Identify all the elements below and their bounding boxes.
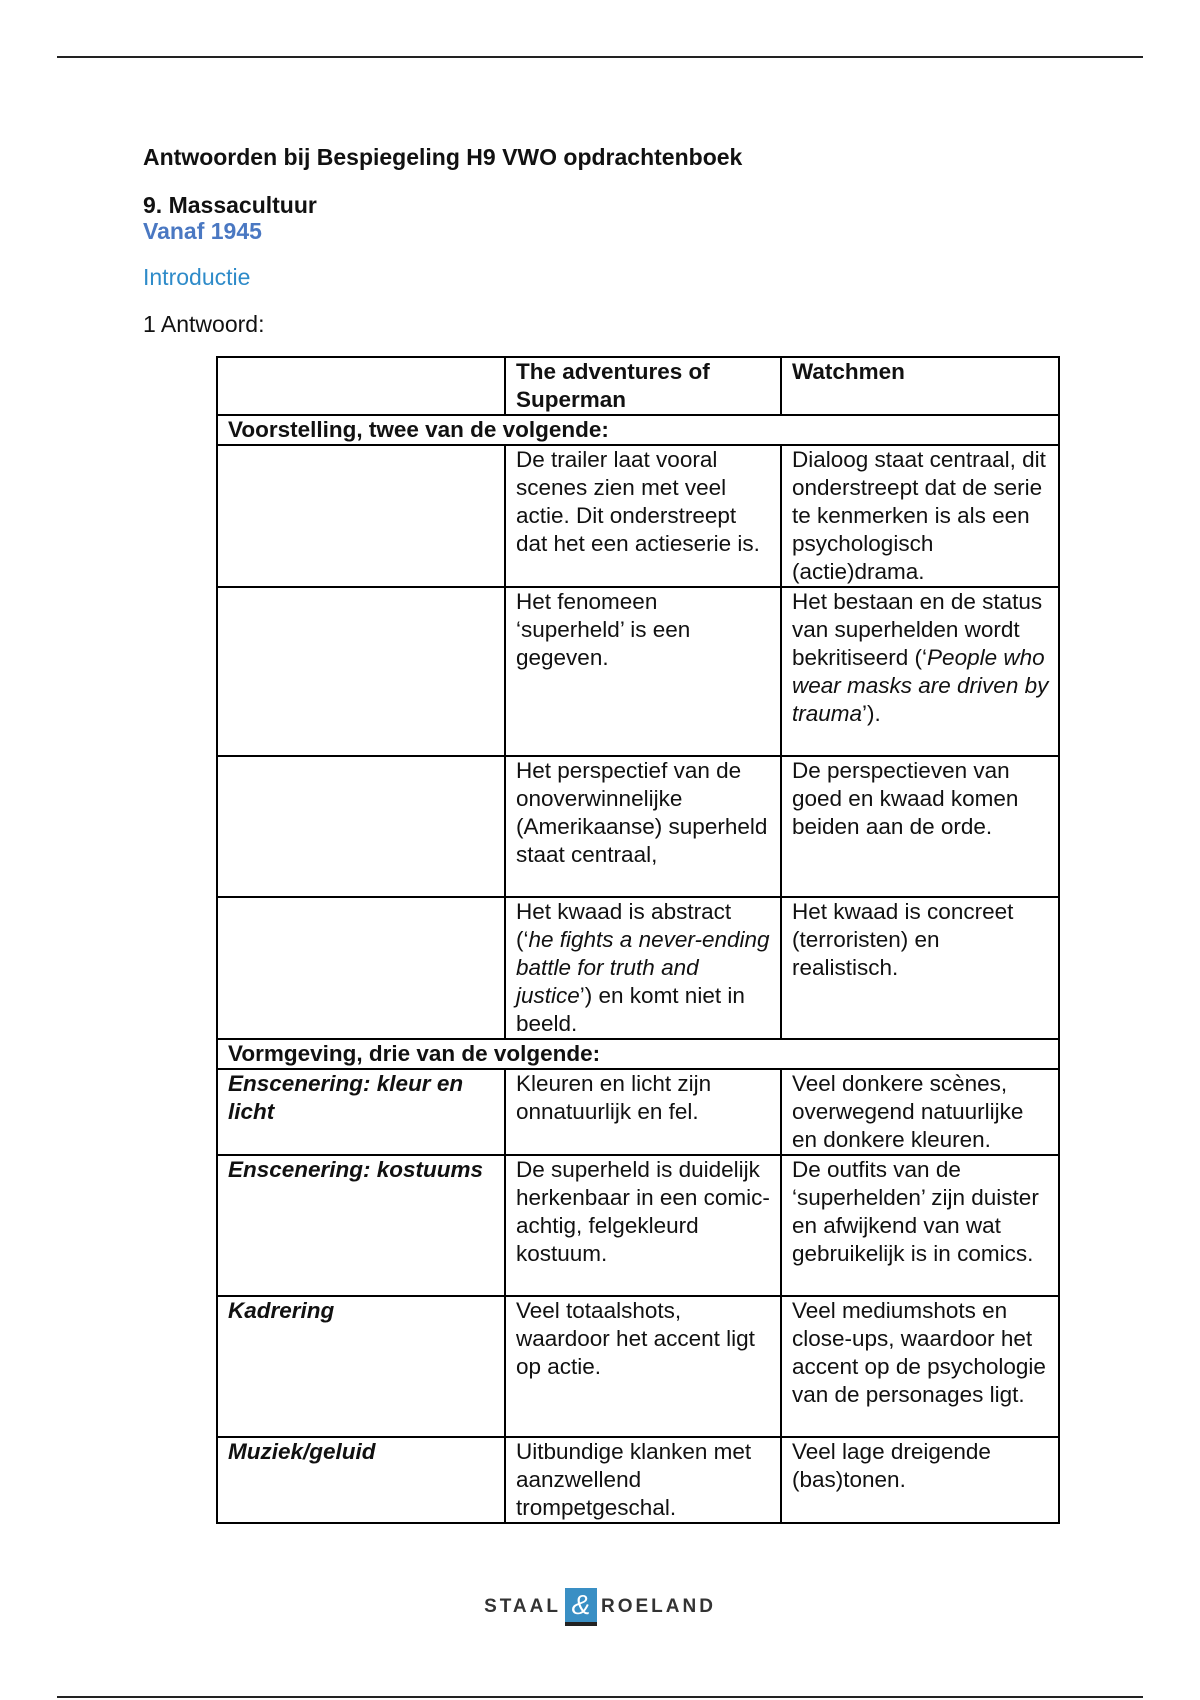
- row-label: Enscenering: kostuums: [217, 1155, 505, 1296]
- superman-cell: De trailer laat vooral scenes zien met veel actie. Dit onderstreept dat het een actieserie is.: [505, 445, 781, 587]
- watchmen-cell: Veel lage dreigende (bas)tonen.: [781, 1437, 1059, 1523]
- superman-cell: Veel totaalshots, waardoor het accent ligt op actie.: [505, 1296, 781, 1437]
- superman-cell: Kleuren en licht zijn onnatuurlijk en fel.: [505, 1069, 781, 1155]
- logo-ampersand: &: [565, 1588, 597, 1626]
- section-row-voorstelling: [217, 415, 1059, 445]
- watchmen-cell: Dialoog staat centraal, dit onderstreept dat de serie te kenmerken is als een psychologisch (actie)drama.: [781, 445, 1059, 587]
- superman-text-end: ’) en komt niet in beeld.: [516, 983, 745, 1036]
- watchmen-cell: Het kwaad is concreet (terroristen) en realistisch.: [781, 897, 1059, 1039]
- document-title: Antwoorden bij Bespiegeling H9 VWO opdrachtenboek: [143, 144, 743, 170]
- period-heading: Vanaf 1945: [143, 218, 262, 244]
- logo-word-staal: STAAL: [484, 1596, 561, 1617]
- table-row: [217, 1155, 1059, 1296]
- table-row: [217, 1437, 1059, 1523]
- table-row: [217, 1296, 1059, 1437]
- answer-label: 1 Antwoord:: [143, 311, 265, 337]
- table-row: [217, 1069, 1059, 1155]
- bottom-rule: [57, 1696, 1143, 1698]
- row-label: [217, 756, 505, 897]
- section-row-vormgeving: [217, 1039, 1059, 1069]
- watchmen-cell: Veel mediumshots en close-ups, waardoor het accent op de psychologie van de personages ligt.: [781, 1296, 1059, 1437]
- watchmen-text: Het bestaan en de status van superhelden wordt bekritiseerd (‘: [792, 589, 1043, 670]
- row-label: Kadrering: [217, 1296, 505, 1437]
- top-rule: [57, 56, 1143, 58]
- watchmen-text-end: ’).: [862, 701, 881, 726]
- superman-quote: he fights a never-ending battle for truth and justice: [516, 927, 770, 1008]
- row-label: Enscenering: kleur en licht: [217, 1069, 505, 1155]
- header-cell-empty: [217, 357, 505, 415]
- table-header-row: [217, 357, 1059, 415]
- section-heading: Introductie: [143, 264, 251, 290]
- superman-cell: Uitbundige klanken met aanzwellend trompetgeschal.: [505, 1437, 781, 1523]
- watchmen-cell: De perspectieven van goed en kwaad komen beiden aan de orde.: [781, 756, 1059, 897]
- row-label: [217, 587, 505, 756]
- superman-cell: Het perspectief van de onoverwinnelijke (Amerikaanse) superheld staat centraal,: [505, 756, 781, 897]
- logo-word-roeland: ROELAND: [600, 1596, 716, 1617]
- superman-cell: De superheld is duidelijk herkenbaar in een comic-achtig, felgekleurd kostuum.: [505, 1155, 781, 1296]
- header-cell-watchmen: Watchmen: [781, 357, 1059, 415]
- table-row: [217, 445, 1059, 587]
- row-label: [217, 897, 505, 1039]
- table-row: [217, 897, 1059, 1039]
- table-row: [217, 587, 1059, 756]
- row-label: [217, 445, 505, 587]
- section-label-vormgeving: Vormgeving, drie van de volgende:: [217, 1039, 1059, 1069]
- superman-text: Het kwaad is abstract (‘: [516, 899, 732, 952]
- watchmen-cell: De outfits van de ‘superhelden’ zijn duister en afwijkend van wat gebruikelijk is in comics.: [781, 1155, 1059, 1296]
- table-row: [217, 756, 1059, 897]
- watchmen-cell: [781, 587, 1059, 756]
- publisher-logo: [0, 1588, 1200, 1626]
- watchmen-cell: Veel donkere scènes, overwegend natuurlijke en donkere kleuren.: [781, 1069, 1059, 1155]
- header-cell-superman: The adventures of Superman: [505, 357, 781, 415]
- section-label-voorstelling: Voorstelling, twee van de volgende:: [217, 415, 1059, 445]
- superman-cell: [505, 897, 781, 1039]
- watchmen-quote: People who wear masks are driven by trauma: [792, 645, 1049, 726]
- row-label: Muziek/geluid: [217, 1437, 505, 1523]
- answer-table: [216, 356, 1060, 1524]
- superman-cell: Het fenomeen ‘superheld’ is een gegeven.: [505, 587, 781, 756]
- chapter-heading: 9. Massacultuur: [143, 192, 317, 218]
